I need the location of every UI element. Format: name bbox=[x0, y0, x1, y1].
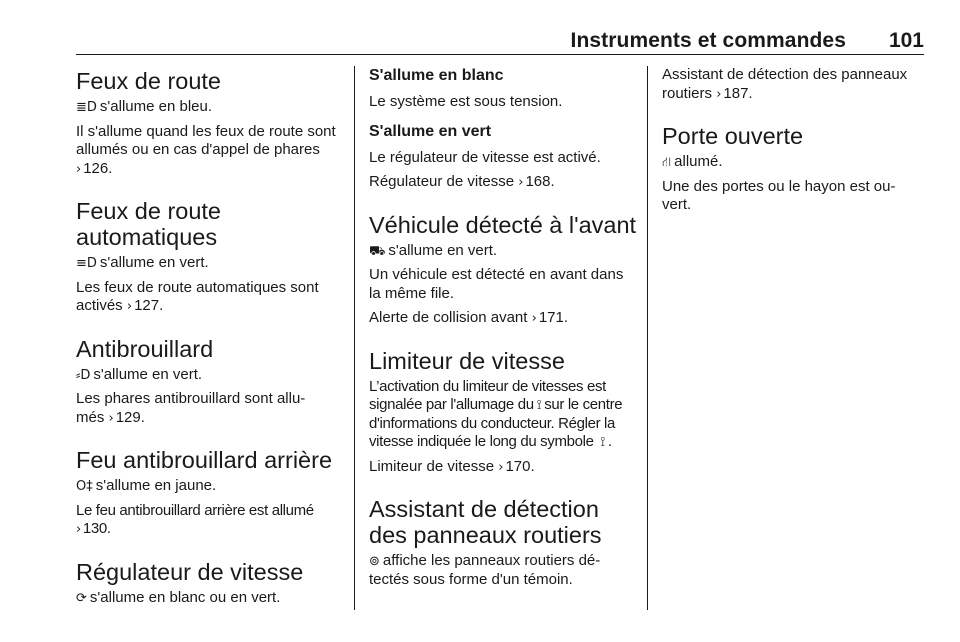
status-text: s'allume en blanc ou en vert. bbox=[89, 588, 281, 606]
page-number: 101 bbox=[888, 29, 924, 52]
column-3 bbox=[662, 66, 928, 215]
sign-assist-description bbox=[369, 552, 637, 589]
page-reference: 187. bbox=[723, 84, 753, 102]
reference-arrow-icon: › bbox=[518, 175, 524, 190]
rear-fog-description bbox=[76, 502, 344, 540]
subheading-white: S'allume en blanc bbox=[369, 67, 504, 84]
speed-limiter-description bbox=[369, 378, 637, 452]
body-text: L’activation du limiteur de vitesses est signalée par l'allumage du bbox=[369, 377, 606, 413]
page-header bbox=[76, 27, 924, 55]
status-text: s'allume en vert. bbox=[93, 365, 203, 383]
door-open-status bbox=[662, 153, 928, 172]
front-fog-light-icon: ⸗D bbox=[76, 367, 91, 383]
page-reference: 168. bbox=[525, 173, 555, 190]
vehicle-ahead-status bbox=[369, 242, 637, 261]
body-text: sur le centre d'informations du conducteur. Régler la vitesse indiquée le long du symbole bbox=[369, 396, 623, 450]
section-heading-door-open: Porte ouverte bbox=[662, 123, 804, 149]
speed-limiter-icon: ⟟ bbox=[600, 435, 605, 450]
rear-fog-status bbox=[76, 477, 344, 496]
speed-limiter-icon: ⟟ bbox=[536, 398, 542, 413]
high-beam-status bbox=[76, 98, 344, 117]
cruise-reference bbox=[369, 173, 637, 193]
column-divider bbox=[647, 66, 648, 610]
page-reference: 127. bbox=[134, 297, 164, 314]
page-reference: 130. bbox=[82, 520, 111, 537]
column-2 bbox=[369, 66, 637, 589]
section-heading-high-beam: Feux de route bbox=[76, 68, 222, 94]
cruise-control-icon: ⟳ bbox=[76, 590, 87, 606]
collision-reference bbox=[369, 309, 637, 329]
section-heading-cruise: Régulateur de vitesse bbox=[76, 558, 304, 585]
reference-arrow-icon: › bbox=[498, 459, 504, 475]
column-divider bbox=[354, 66, 355, 610]
status-text: s'allume en bleu. bbox=[99, 98, 213, 115]
status-text: allumé. bbox=[674, 153, 723, 170]
page-reference: 170. bbox=[505, 457, 535, 475]
speed-limiter-reference bbox=[369, 458, 637, 478]
green-description: Le régulateur de vitesse est activé. bbox=[369, 148, 601, 166]
reference-arrow-icon: › bbox=[531, 311, 537, 326]
rear-fog-light-icon: O‡ bbox=[76, 479, 93, 494]
column-1 bbox=[76, 66, 344, 607]
sign-assist-reference bbox=[662, 66, 928, 104]
white-description: Le système est sous tension. bbox=[369, 93, 563, 110]
section-heading-vehicle-ahead: Véhicule détecté à l'avant bbox=[369, 211, 637, 238]
page-reference: 129. bbox=[115, 408, 145, 426]
high-beam-icon: ≣D bbox=[76, 100, 97, 115]
status-text: s'allume en vert. bbox=[388, 241, 498, 259]
door-open-icon: ⛙ bbox=[662, 155, 672, 170]
section-heading-rear-fog: Feu antibrouillard arrière bbox=[76, 447, 333, 473]
high-beam-description bbox=[76, 123, 344, 180]
body-text: Les feux de route automatiques sont activés bbox=[76, 278, 319, 314]
body-text: Limiteur de vitesse bbox=[369, 457, 495, 475]
reference-arrow-icon: › bbox=[76, 522, 81, 537]
body-text: . bbox=[607, 433, 612, 450]
body-text: Assistant de détection des panneaux routiers bbox=[662, 66, 908, 102]
body-text: Alerte de collision avant bbox=[369, 309, 528, 326]
section-heading-sign-assist: Assistant de détection des panneaux routiers bbox=[369, 496, 602, 548]
body-text: Il s'allume quand les feux de route sont allumés ou en cas d'appel de phares bbox=[76, 122, 336, 158]
page-reference: 171. bbox=[538, 309, 569, 326]
page-reference: 126. bbox=[83, 159, 113, 177]
section-heading-speed-limiter: Limiteur de vitesse bbox=[369, 347, 565, 374]
fog-description bbox=[76, 390, 344, 428]
subheading-green: S'allume en vert bbox=[369, 122, 492, 140]
auto-high-beam-status bbox=[76, 254, 344, 273]
body-text: affiche les panneaux routiers dé- tectés sous forme d'un témoin. bbox=[369, 552, 601, 588]
page-title: Instruments et commandes bbox=[570, 29, 846, 52]
cruise-status bbox=[76, 589, 344, 608]
reference-arrow-icon: › bbox=[126, 299, 133, 314]
section-heading-fog: Antibrouillard bbox=[76, 335, 214, 362]
door-open-description: Une des portes ou le hayon est ou- vert. bbox=[662, 177, 896, 213]
body-text: Régulateur de vitesse bbox=[369, 173, 515, 190]
reference-arrow-icon: › bbox=[108, 410, 114, 426]
auto-high-beam-icon: ≡D bbox=[76, 256, 97, 271]
fog-status bbox=[76, 366, 344, 385]
status-text: s'allume en jaune. bbox=[95, 477, 217, 494]
reference-arrow-icon: › bbox=[76, 161, 82, 177]
section-heading-auto-high-beam: Feux de route automatiques bbox=[76, 198, 222, 250]
body-text: Le feu antibrouillard arrière est allumé bbox=[76, 501, 314, 519]
vehicle-ahead-icon: ⛟ bbox=[369, 243, 386, 259]
vehicle-ahead-description: Un véhicule est détecté en avant dans la même file. bbox=[369, 266, 624, 302]
reference-arrow-icon: › bbox=[716, 86, 722, 102]
status-text: s'allume en vert. bbox=[99, 254, 209, 271]
body-text: Les phares antibrouillard sont allu- més bbox=[76, 390, 306, 426]
traffic-sign-icon: ⊚ bbox=[369, 554, 380, 569]
auto-high-beam-description bbox=[76, 279, 344, 317]
